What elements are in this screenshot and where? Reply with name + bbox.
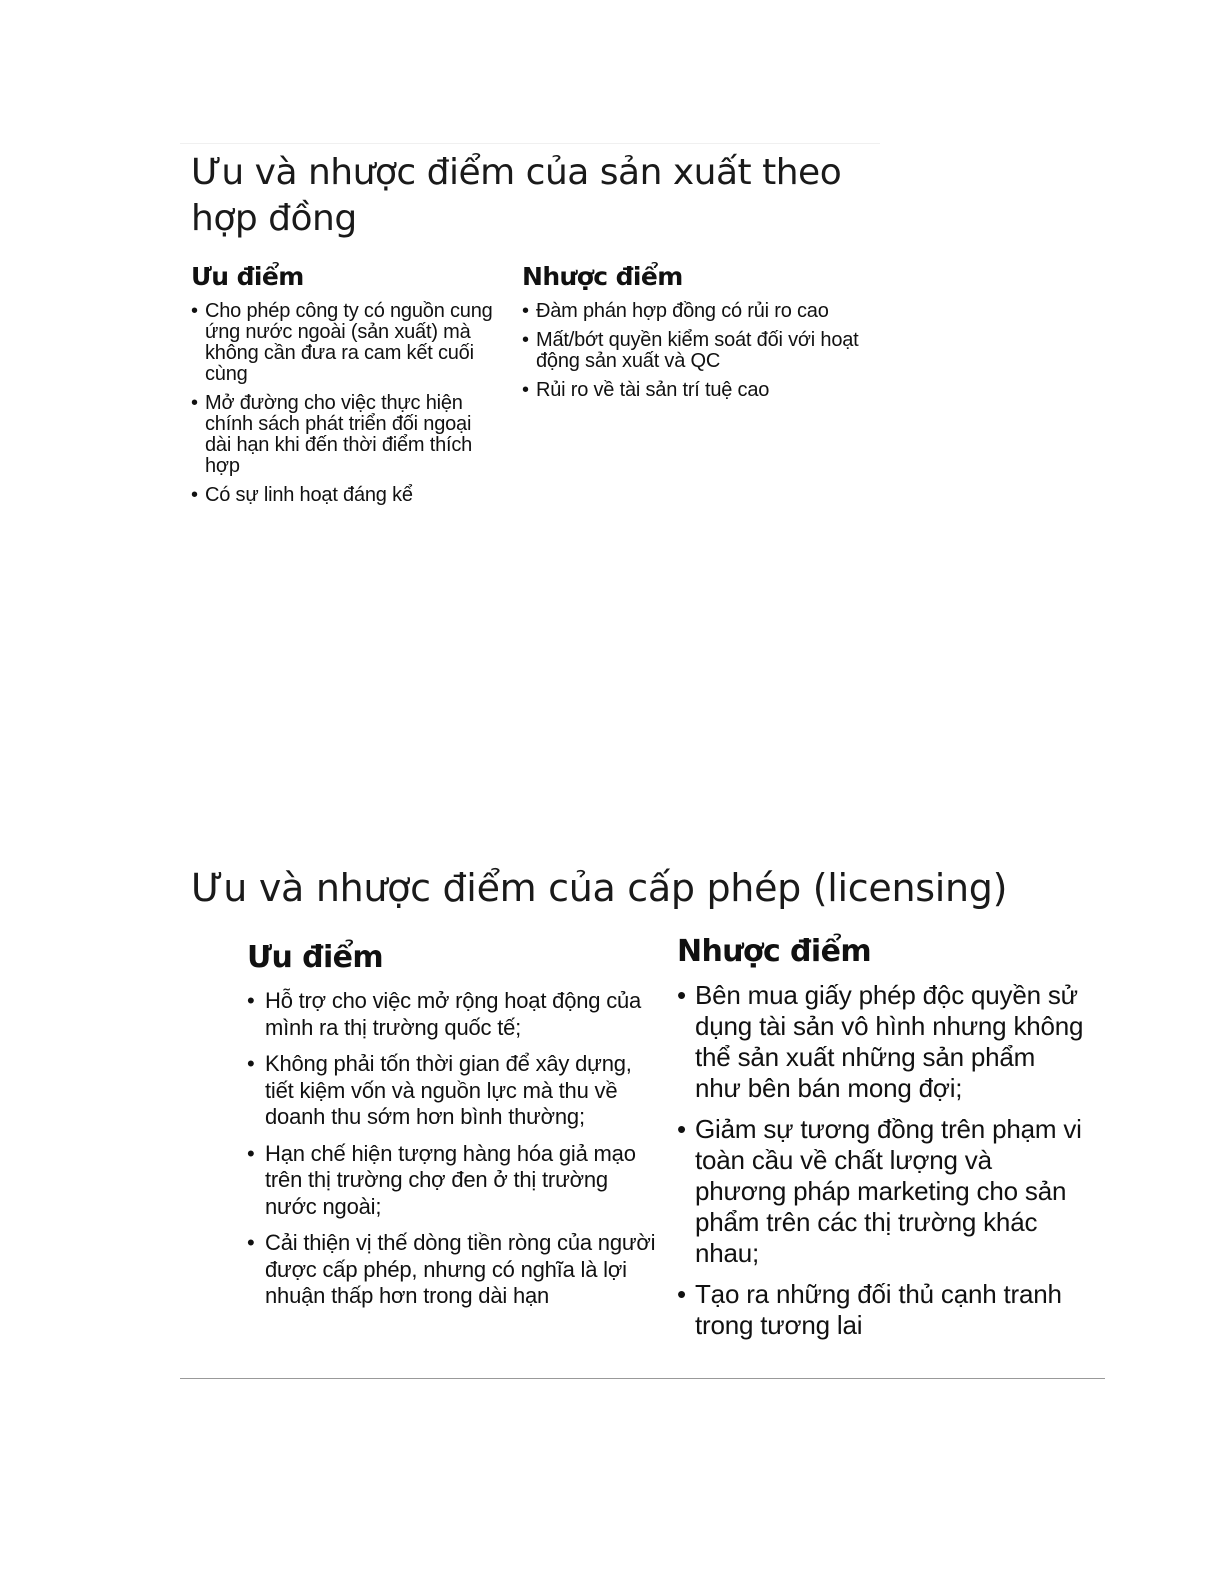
cons-list [677, 980, 1087, 1341]
list-item: • Cải thiện vị thế dòng tiền ròng của người được cấp phép, nhưng có nghĩa là lợi nhuận thấp hơn trong dài hạn [247, 1230, 662, 1310]
list-item: • Giảm sự tương đồng trên phạm vi toàn cầu về chất lượng và phương pháp marketing cho sản phẩm trên các thị trường khác nhau; [677, 1114, 1087, 1269]
list-item: • Mở đường cho việc thực hiện chính sách phát triển đối ngoại dài hạn khi đến thời điểm thích hợp [191, 393, 501, 477]
slide-title: Ưu và nhược điểm của cấp phép (licensing) [191, 866, 1008, 910]
slide-contract-manufacturing [180, 143, 880, 524]
list-item: • Có sự linh hoạt đáng kể [191, 485, 501, 506]
list-item: • Đàm phán hợp đồng có rủi ro cao [522, 301, 877, 322]
cons-list [522, 301, 877, 401]
pros-column [191, 262, 501, 514]
list-item: • Tạo ra những đối thủ cạnh tranh trong tương lai [677, 1279, 1087, 1341]
pros-list [191, 301, 501, 506]
cons-heading: Nhược điểm [677, 934, 872, 969]
pros-heading: Ưu điểm [191, 262, 304, 291]
slide-licensing [180, 858, 1105, 1379]
list-item: • Không phải tốn thời gian để xây dựng, tiết kiệm vốn và nguồn lực mà thu về doanh thu sớm hơn bình thường; [247, 1051, 662, 1131]
cons-column [677, 934, 1087, 1351]
list-item: • Hạn chế hiện tượng hàng hóa giả mạo trên thị trường chợ đen ở thị trường nước ngoài; [247, 1141, 662, 1221]
cons-heading: Nhược điểm [522, 262, 683, 291]
list-item: • Rủi ro về tài sản trí tuệ cao [522, 380, 877, 401]
list-item: • Mất/bớt quyền kiểm soát đối với hoạt động sản xuất và QC [522, 330, 877, 372]
pros-heading: Ưu điểm [247, 940, 384, 975]
list-item: • Bên mua giấy phép độc quyền sử dụng tài sản vô hình nhưng không thể sản xuất những sản phẩm như bên bán mong đợi; [677, 980, 1087, 1104]
slide-title: Ưu và nhược điểm của sản xuất theo hợp đồng [191, 152, 842, 239]
list-item: • Hỗ trợ cho việc mở rộng hoạt động của mình ra thị trường quốc tế; [247, 988, 662, 1041]
pros-list [247, 988, 662, 1310]
cons-column [522, 262, 877, 409]
list-item: • Cho phép công ty có nguồn cung ứng nước ngoài (sản xuất) mà không cần đưa ra cam kết cuối cùng [191, 301, 501, 385]
pros-column [247, 940, 662, 1320]
